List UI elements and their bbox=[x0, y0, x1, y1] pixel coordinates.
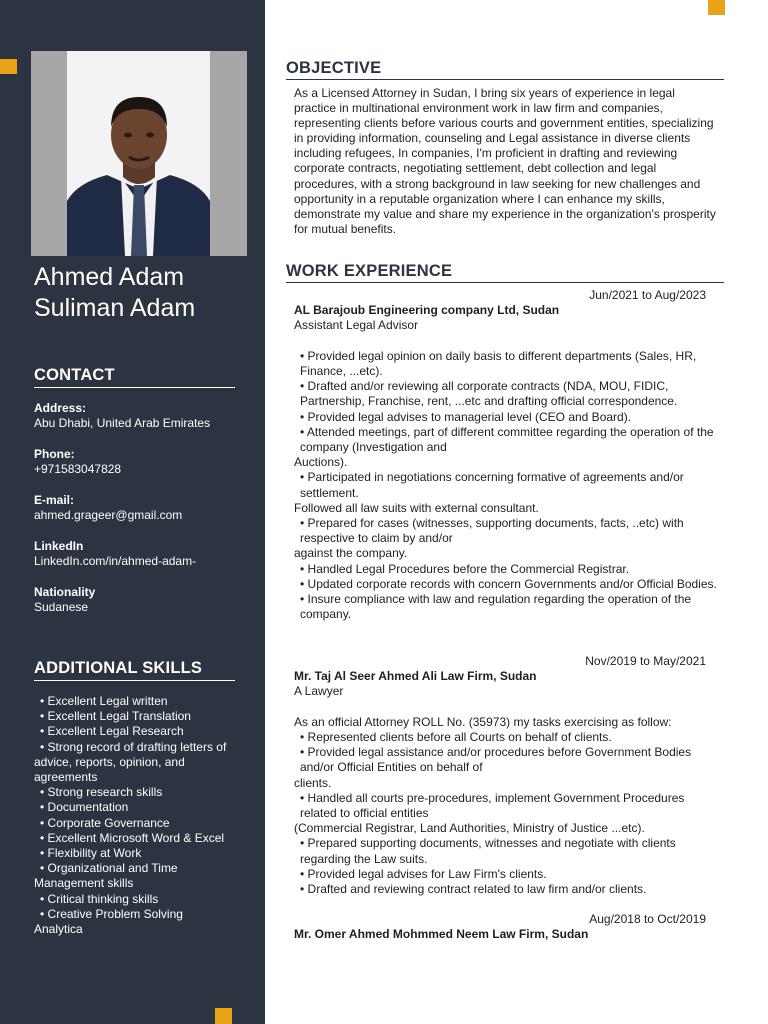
profile-photo bbox=[67, 51, 210, 256]
skill-item: • Organizational and Time Management skills bbox=[34, 861, 178, 891]
job-line: • Handled Legal Procedures before the Commercial Registrar. bbox=[300, 561, 630, 576]
job-description bbox=[294, 700, 724, 898]
skill-item: • Excellent Microsoft Word & Excel bbox=[40, 830, 225, 845]
contact-value: Sudanese bbox=[34, 600, 89, 614]
skill-item: • Strong research skills bbox=[40, 785, 163, 800]
skill-item: • Excellent Legal Translation bbox=[40, 709, 191, 724]
job-date: Aug/2018 to Oct/2019 bbox=[589, 912, 706, 926]
accent-square bbox=[215, 1008, 232, 1024]
sidebar bbox=[0, 0, 265, 1024]
contact-address bbox=[34, 401, 259, 431]
job-line: As an official Attorney ROLL No. (35973) my tasks exercising as follow: bbox=[294, 714, 672, 729]
profile-photo-frame bbox=[31, 51, 247, 256]
contact-email bbox=[34, 493, 259, 523]
objective-text: As a Licensed Attorney in Sudan, I bring six years of experience in legal practice in multinational environment work in law firm and companies, representing clients before various courts and government entities, specializing in providing information, counseling and Legal assistance in diverse clients including refugees, In companies, I'm proficient in drafting and reviewing corporate contracts, negotiating settlement, debt collection and legal procedures, with a strong background in law seeking for new challenges and opportunity in a reputable organization where I can enhance my skills, demonstrate my value and share my experience in the organization's prosperity for mutual benefits. bbox=[294, 86, 716, 236]
job-line: • Handled all courts pre-procedures, implement Government Procedures related to official entities bbox=[300, 790, 685, 821]
job-entry bbox=[294, 288, 724, 622]
skill-item: • Creative Problem Solving Analytica bbox=[34, 906, 183, 937]
full-name bbox=[34, 262, 259, 324]
skill-item: • Critical thinking skills bbox=[40, 891, 159, 906]
job-line: • Provided legal assistance and/or procedures before Government Bodies and/or Official Entities on behalf of bbox=[300, 745, 692, 775]
job-company: AL Barajoub Engineering company Ltd, Sudan bbox=[294, 303, 560, 318]
skill-item: • Excellent Legal Research bbox=[40, 724, 184, 739]
job-line: • Insure compliance with law and regulation regarding the operation of the company. bbox=[300, 592, 692, 622]
job-date: Jun/2021 to Aug/2023 bbox=[589, 288, 706, 302]
contact-label: Address: bbox=[34, 401, 87, 415]
name-line-1: Ahmed Adam bbox=[34, 263, 185, 291]
skill-item: • Documentation bbox=[40, 800, 129, 815]
job-line: • Updated corporate records with concern Governments and/or Official Bodies. bbox=[300, 576, 717, 591]
contact-label: Phone: bbox=[34, 447, 75, 461]
job-line bbox=[294, 700, 724, 715]
job-line: • Participated in negotiations concerning formative of agreements and/or settlement. bbox=[300, 470, 684, 500]
job-date: Nov/2019 to May/2021 bbox=[585, 654, 706, 668]
contact-linkedin bbox=[34, 539, 259, 569]
contact-label: LinkedIn bbox=[34, 539, 84, 553]
skill-item: • Corporate Governance bbox=[40, 815, 170, 830]
skills-list bbox=[34, 694, 234, 937]
job-line: • Prepared for cases (witnesses, supporting documents, facts, ..etc) with respective to claim by and/or bbox=[300, 516, 684, 546]
job-line: • Provided legal advises to managerial level (CEO and Board). bbox=[300, 409, 632, 424]
job-company: Mr. Taj Al Seer Ahmed Ali Law Firm, Sudan bbox=[294, 669, 537, 684]
job-line: clients. bbox=[294, 775, 332, 790]
job-line: • Provided legal advises for Law Firm's clients. bbox=[300, 866, 547, 881]
accent-square bbox=[0, 59, 17, 74]
job-line: against the company. bbox=[294, 546, 408, 561]
contact-value: LinkedIn.com/in/ahmed-adam- bbox=[34, 554, 197, 568]
accent-square bbox=[708, 0, 725, 15]
job-line: • Represented clients before all Courts on behalf of clients. bbox=[300, 730, 612, 744]
person-portrait-icon bbox=[67, 51, 210, 256]
job-line: • Provided legal opinion on daily basis to different departments (Sales, HR, Finance, ...etc). bbox=[300, 348, 697, 378]
contact-value: +971583047828 bbox=[34, 462, 122, 476]
skill-item: • Strong record of drafting letters of advice, reports, opinion, and agreements bbox=[34, 739, 227, 785]
job-description bbox=[294, 334, 724, 623]
skill-item: • Flexibility at Work bbox=[40, 846, 142, 861]
job-entry bbox=[294, 912, 724, 942]
skill-item: • Excellent Legal written bbox=[40, 694, 168, 708]
contact-nationality bbox=[34, 585, 259, 615]
job-line: Followed all law suits with external consultant. bbox=[294, 500, 539, 515]
job-line: • Prepared supporting documents, witnesses and negotiate with clients regarding the Law suits. bbox=[300, 836, 676, 866]
work-experience-heading: WORK EXPERIENCE bbox=[286, 262, 724, 283]
job-line: Auctions). bbox=[294, 455, 348, 470]
contact-phone bbox=[34, 447, 259, 477]
job-title: Assistant Legal Advisor bbox=[294, 318, 419, 333]
contact-heading: CONTACT bbox=[34, 366, 235, 388]
job-line: • Drafted and/or reviewing all corporate contracts (NDA, MOU, FIDIC, Partnership, Franchise, rent, ...etc and drafting official correspondence. bbox=[300, 379, 678, 409]
objective-heading: OBJECTIVE bbox=[286, 59, 724, 80]
contact-label: E-mail: bbox=[34, 493, 75, 507]
job-line: (Commercial Registrar, Land Authorities, Ministry of Justice ...etc). bbox=[294, 821, 645, 836]
job-company: Mr. Omer Ahmed Mohmmed Neem Law Firm, Sudan bbox=[294, 927, 589, 942]
contact-value: ahmed.grageer@gmail.com bbox=[34, 508, 183, 522]
contact-value: Abu Dhabi, United Arab Emirates bbox=[34, 416, 211, 430]
job-entry bbox=[294, 654, 724, 897]
job-line: • Drafted and reviewing contract related to law firm and/or clients. bbox=[300, 882, 647, 897]
job-title: A Lawyer bbox=[294, 684, 344, 699]
contact-list bbox=[34, 401, 259, 631]
name-line-2: Suliman Adam bbox=[34, 294, 196, 322]
skills-heading: ADDITIONAL SKILLS bbox=[34, 659, 235, 681]
job-line bbox=[294, 334, 724, 349]
contact-label: Nationality bbox=[34, 585, 96, 599]
job-line: • Attended meetings, part of different committee regarding the operation of the company (Investigation and bbox=[300, 424, 714, 455]
